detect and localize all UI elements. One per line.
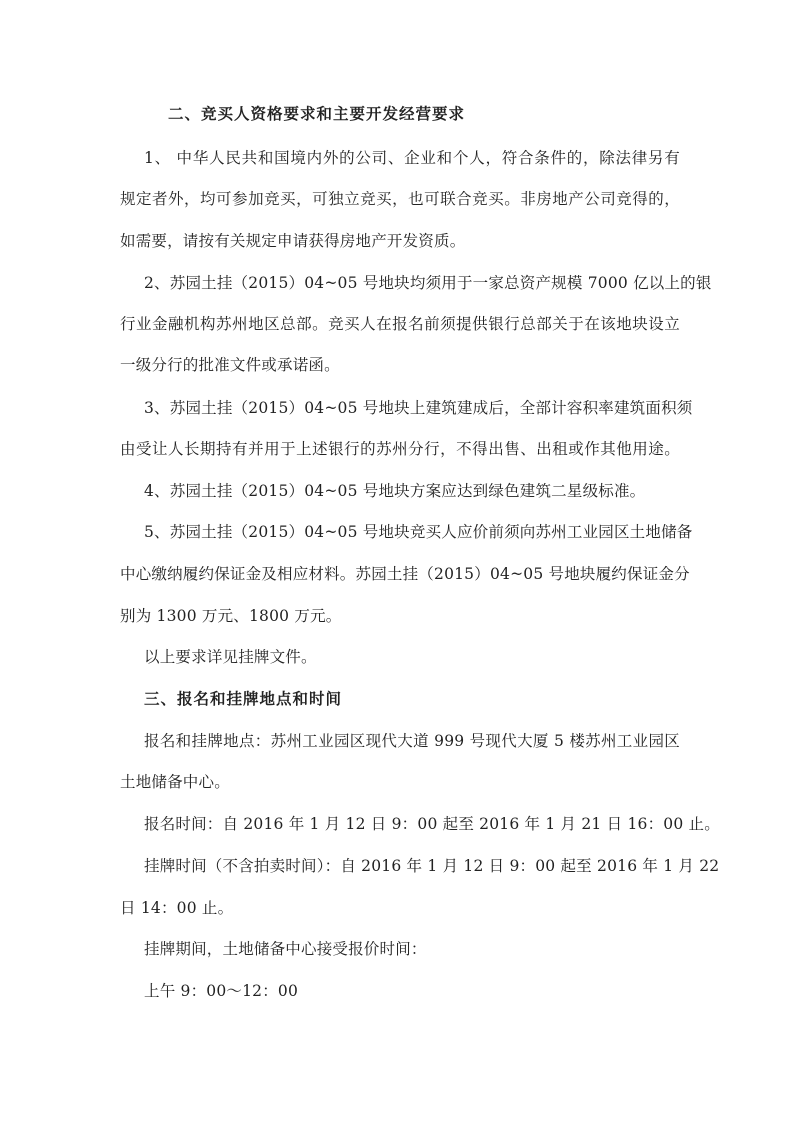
section-3-heading: 三、报名和挂牌地点和时间 <box>144 689 343 708</box>
morning-hours: 上午 9：00～12：00 <box>144 982 299 1000</box>
item-2-line-3: 一级分行的批准文件或承诺函。 <box>120 356 340 374</box>
item-5-line-3: 别为 1300 万元、1800 万元。 <box>120 607 342 625</box>
registration-time: 报名时间：自 2016 年 1 月 12 日 9：00 起至 2016 年 1 月 21 日 16：00 止。 <box>144 815 720 833</box>
item-3-line-1: 3、苏园土挂（2015）04~05 号地块上建筑建成后，全部计容积率建筑面积须 <box>144 399 693 417</box>
quote-period: 挂牌期间，土地储备中心接受报价时间： <box>144 940 427 958</box>
item-1-line-2: 规定者外，均可参加竞买，可独立竞买，也可联合竞买。非房地产公司竞得的， <box>120 190 680 208</box>
location-line-2: 土地储备中心。 <box>120 773 230 791</box>
item-5-line-1: 5、苏园土挂（2015）04~05 号地块竞买人应价前须向苏州工业园区土地储备 <box>144 523 693 541</box>
location-line-1: 报名和挂牌地点：苏州工业园区现代大道 999 号现代大厦 5 楼苏州工业园区 <box>144 732 680 750</box>
item-1-line-3: 如需要，请按有关规定申请获得房地产开发资质。 <box>120 232 466 250</box>
requirements-note: 以上要求详见挂牌文件。 <box>144 648 317 666</box>
listing-time-line-1: 挂牌时间（不含拍卖时间）：自 2016 年 1 月 12 日 9：00 起至 2016 年 1 月 22 <box>144 857 720 875</box>
item-5-line-2: 中心缴纳履约保证金及相应材料。苏园土挂（2015）04~05 号地块履约保证金分 <box>120 565 690 583</box>
item-2-line-1: 2、苏园土挂（2015）04~05 号地块均须用于一家总资产规模 7000 亿以上的银 <box>144 274 712 292</box>
item-2-line-2: 行业金融机构苏州地区总部。竞买人在报名前须提供银行总部关于在该地块设立 <box>120 315 680 333</box>
listing-time-line-2: 日 14：00 止。 <box>120 899 234 917</box>
section-2-heading: 二、竞买人资格要求和主要开发经营要求 <box>168 104 466 123</box>
item-3-line-2: 由受让人长期持有并用于上述银行的苏州分行，不得出售、出租或作其他用途。 <box>120 440 680 458</box>
item-1-line-1: 1、 中华人民共和国境内外的公司、企业和个人，符合条件的，除法律另有 <box>144 149 680 167</box>
item-4-line-1: 4、苏园土挂（2015）04~05 号地块方案应达到绿色建筑二星级标准。 <box>144 482 646 500</box>
